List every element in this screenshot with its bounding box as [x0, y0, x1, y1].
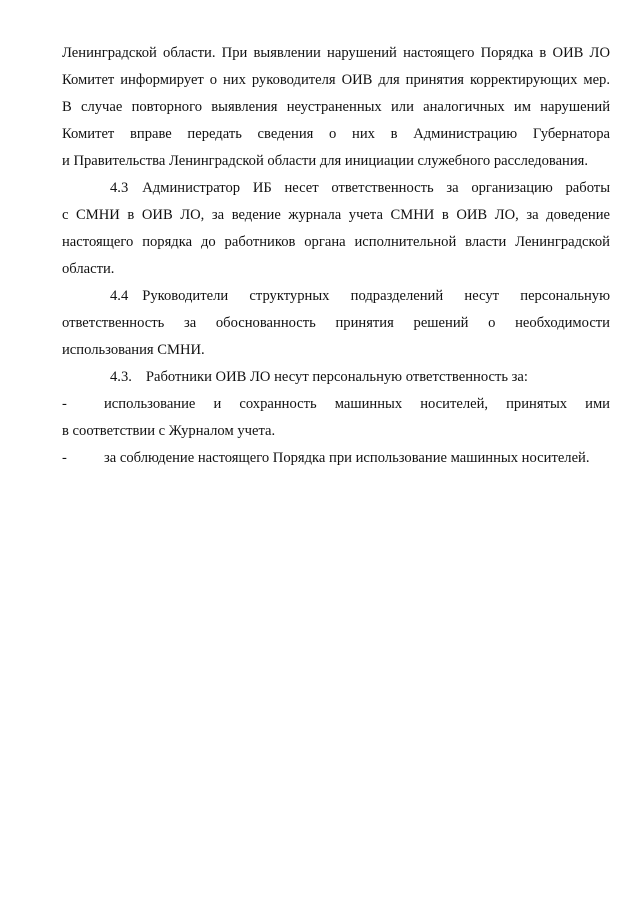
- text-line: использования СМНИ.: [62, 342, 205, 358]
- list-item: [62, 445, 610, 472]
- document-body: [62, 40, 610, 472]
- text-line: и Правительства Ленинградской области для инициации служебного расследования.: [62, 153, 589, 169]
- text-line: с СМНИ в ОИВ ЛО, за ведение журнала учета СМНИ в ОИВ ЛО, за доведение: [62, 207, 610, 223]
- text-line: Комитет информирует о них руководителя ОИВ для принятия корректирующих мер.: [62, 72, 610, 88]
- paragraph-text: Администратор ИБ несет ответственность за организацию работы: [142, 180, 610, 196]
- paragraph-number: 4.3.: [110, 369, 132, 385]
- text-line: Комитет вправе передать сведения о них в Администрацию Губернатора: [62, 126, 610, 142]
- paragraph-number: 4.4: [110, 288, 129, 304]
- paragraph-first-line: [62, 283, 610, 310]
- paragraph-4-4: [62, 283, 610, 364]
- list-item: [62, 391, 610, 418]
- paragraph-text: Работники ОИВ ЛО несут персональную ответственность за:: [145, 369, 528, 385]
- text-line: области.: [62, 261, 115, 277]
- paragraph-4-3-workers: [62, 364, 610, 391]
- paragraph-4-3: [62, 175, 610, 283]
- text-line: Ленинградской области. При выявлении нарушений настоящего Порядка в ОИВ ЛО: [62, 45, 610, 61]
- paragraph-first-line: [62, 364, 610, 391]
- list-item-text: использование и сохранность машинных носителей, принятых ими: [104, 396, 610, 412]
- bullet-dash: -: [62, 450, 67, 466]
- paragraph-first-line: [62, 175, 610, 202]
- paragraph-text: Руководители структурных подразделений несут персональную: [142, 288, 610, 304]
- text-line: ответственность за обоснованность принятия решений о необходимости: [62, 315, 610, 331]
- text-line: В случае повторного выявления неустраненных или аналогичных им нарушений: [62, 99, 610, 115]
- paragraph-number: 4.3: [110, 180, 129, 196]
- bullet-dash: -: [62, 396, 67, 412]
- text-line: в соответствии с Журналом учета.: [62, 423, 276, 439]
- text-line: настоящего порядка до работников органа исполнительной власти Ленинградской: [62, 234, 610, 250]
- list-item-text: за соблюдение настоящего Порядка при использование машинных носителей.: [104, 450, 590, 466]
